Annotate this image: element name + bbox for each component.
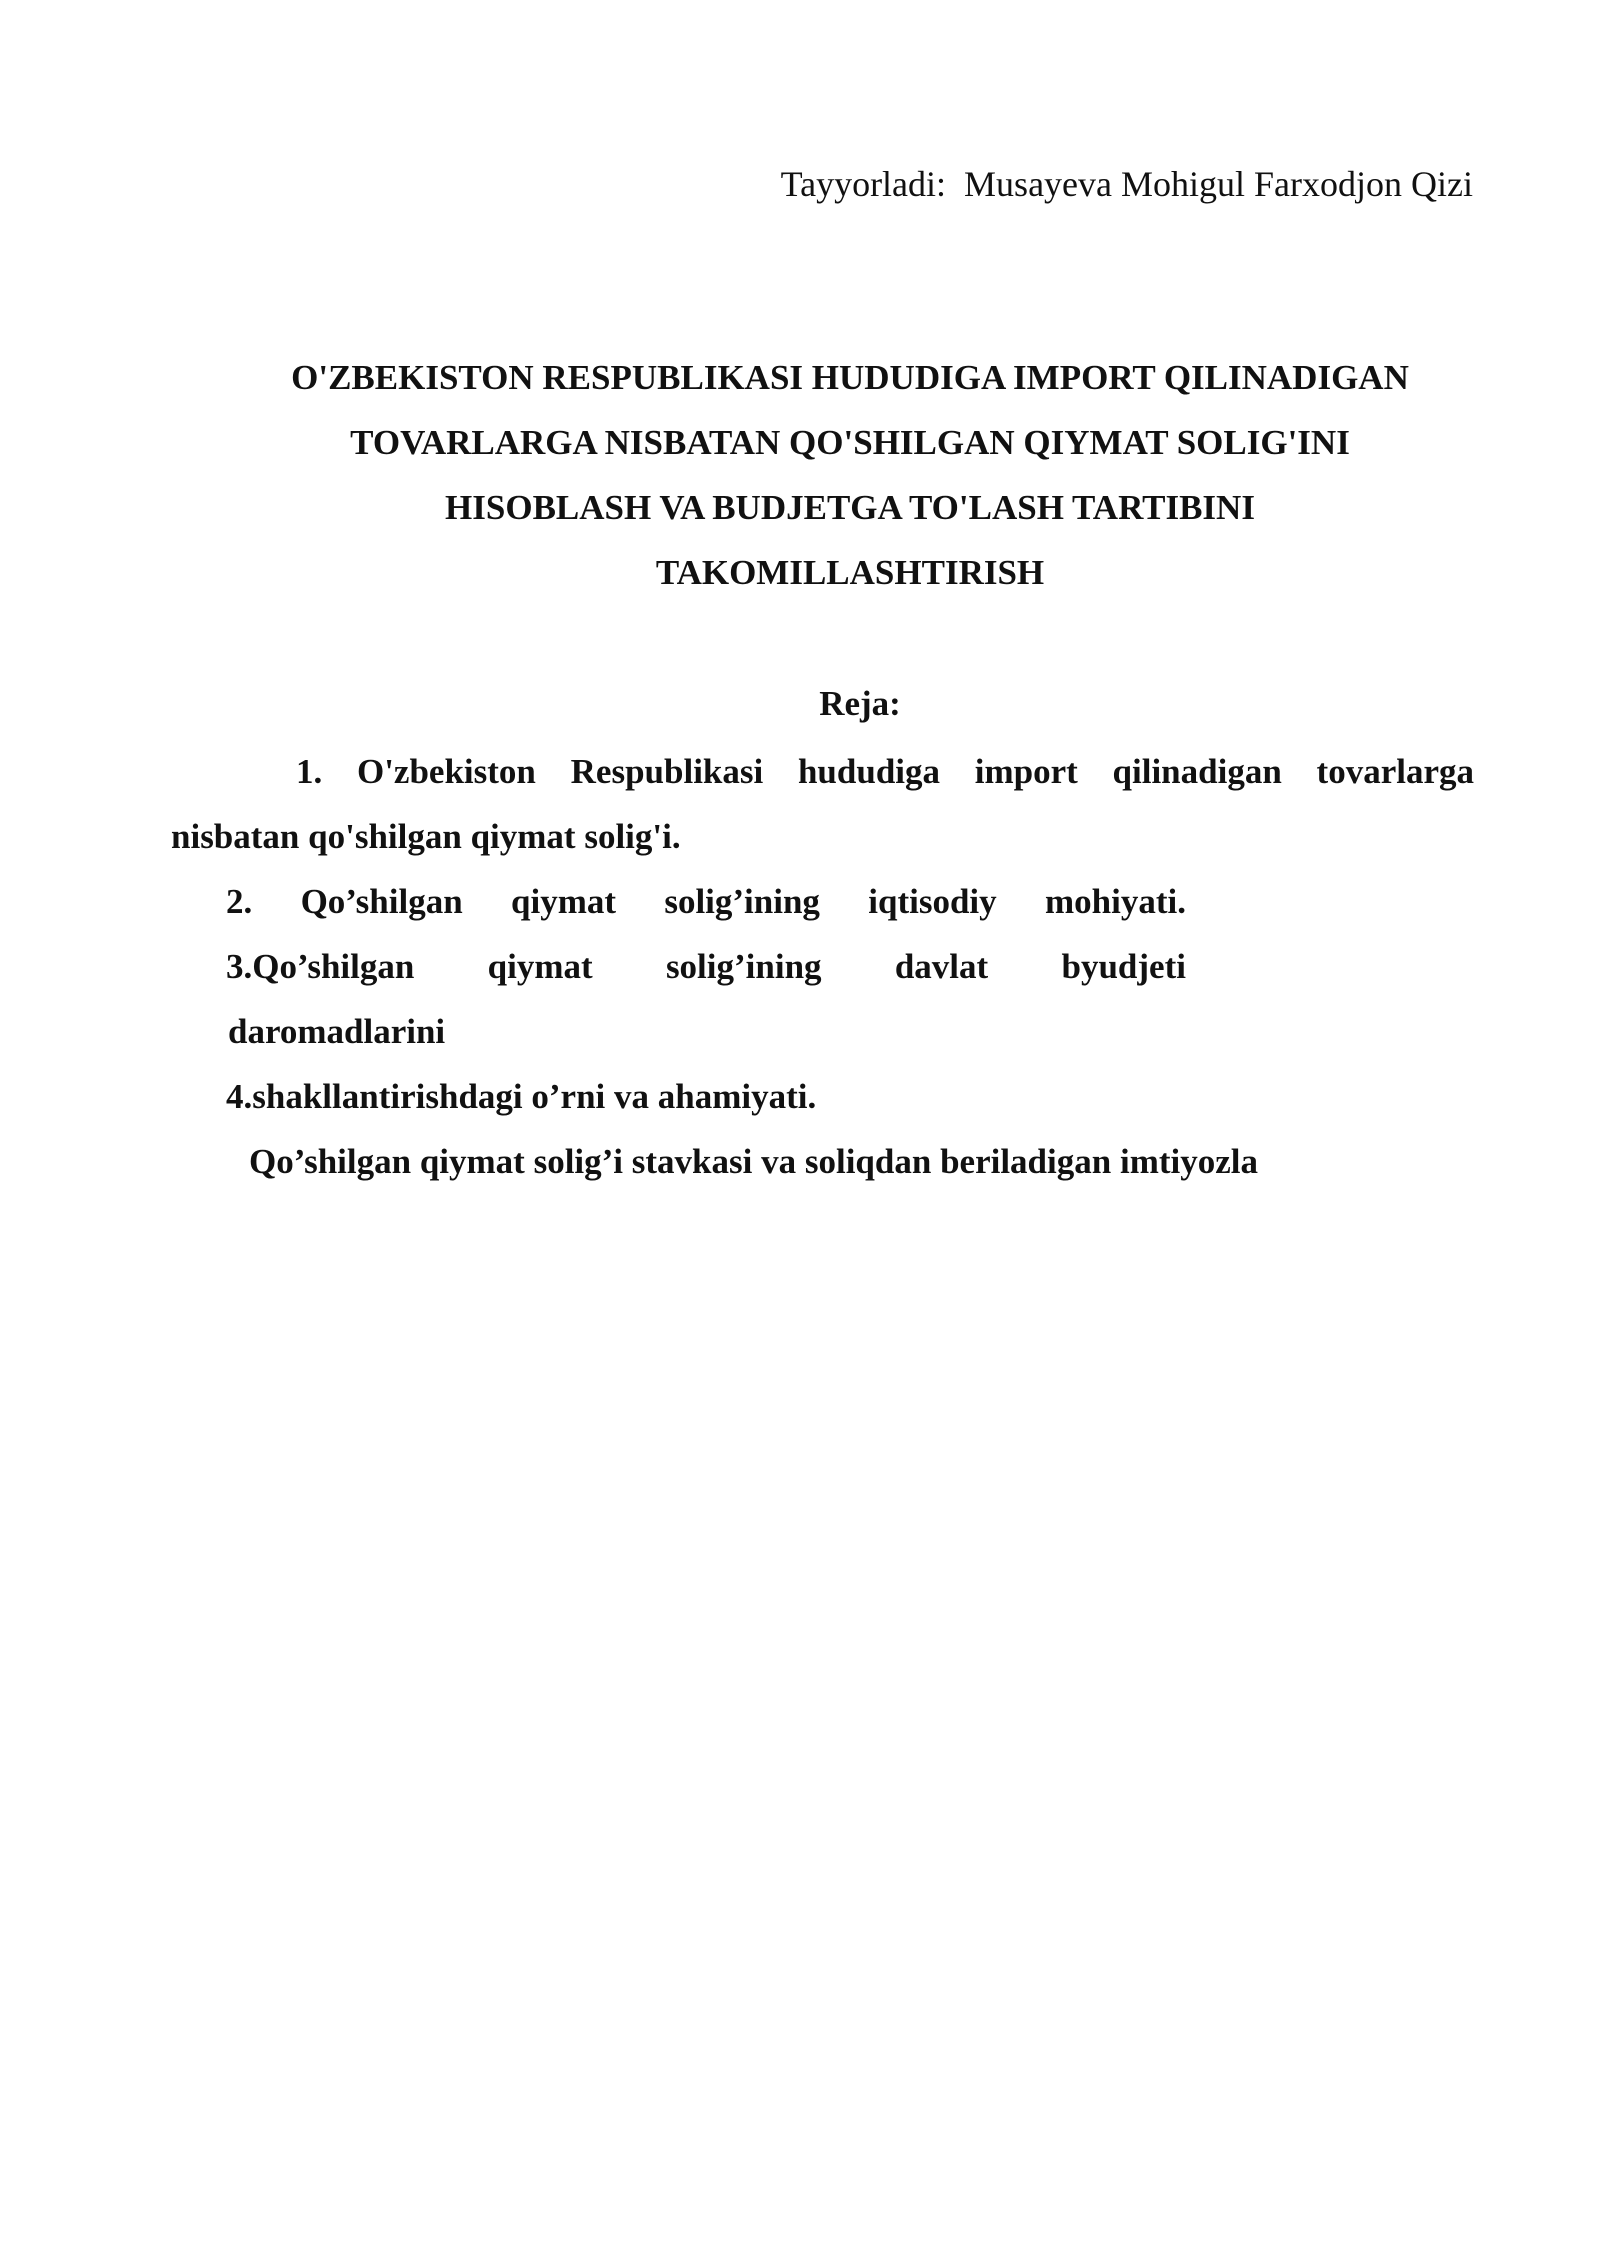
- plan-word: qiymat: [511, 882, 616, 921]
- plan-word: 1.: [296, 752, 323, 791]
- title-line: HISOBLASH VA BUDJETGA TO'LASH TARTIBINI: [445, 488, 1255, 527]
- author-label: Tayyorladi:: [780, 164, 947, 204]
- plan-item-3: [226, 943, 1186, 991]
- plan-word: Qo’shilgan: [300, 882, 463, 921]
- plan-word: 2.: [226, 882, 253, 921]
- title-line: TAKOMILLASHTIRISH: [655, 553, 1045, 592]
- plan-word: qiymat: [487, 947, 593, 986]
- plan-word: O'zbekiston: [356, 752, 536, 791]
- plan-item-2: [226, 878, 1186, 926]
- plan-word: solig’ining: [665, 947, 822, 986]
- plan-word: byudjeti: [1061, 947, 1186, 986]
- author-line: [781, 160, 1473, 208]
- plan-word: solig’ining: [664, 882, 820, 921]
- plan-word: qilinadigan: [1112, 752, 1282, 791]
- plan-item-5: Qo’shilgan qiymat solig’i stavkasi va soliqdan beriladigan imtiyozla: [249, 1142, 1258, 1181]
- document-title: [200, 345, 1500, 605]
- author-name: Musayeva Mohigul Farxodjon Qizi: [964, 164, 1473, 204]
- plan-word: import: [974, 752, 1078, 791]
- plan-word: Respublikasi: [570, 752, 764, 791]
- plan-word: tovarlarga: [1316, 752, 1474, 791]
- plan-item-3-continuation: daromadlarini: [228, 1012, 446, 1051]
- plan-heading: Reja:: [819, 684, 901, 723]
- plan-word: 3.Qo’shilgan: [226, 947, 415, 986]
- plan-word: hududiga: [797, 752, 941, 791]
- title-line: O'ZBEKISTON RESPUBLIKASI HUDUDIGA IMPORT QILINADIGAN: [291, 358, 1409, 397]
- plan-word: iqtisodiy: [868, 882, 997, 921]
- plan-item-4: 4.shakllantirishdagi o’rni va ahamiyati.: [226, 1077, 817, 1116]
- title-line: TOVARLARGA NISBATAN QO'SHILGAN QIYMAT SOLIG'INI: [350, 423, 1350, 462]
- plan-item-1-continuation: nisbatan qo'shilgan qiymat solig'i.: [171, 817, 681, 856]
- plan-word: davlat: [894, 947, 989, 986]
- plan-item-1: [296, 748, 1474, 796]
- plan-word: mohiyati.: [1044, 882, 1186, 921]
